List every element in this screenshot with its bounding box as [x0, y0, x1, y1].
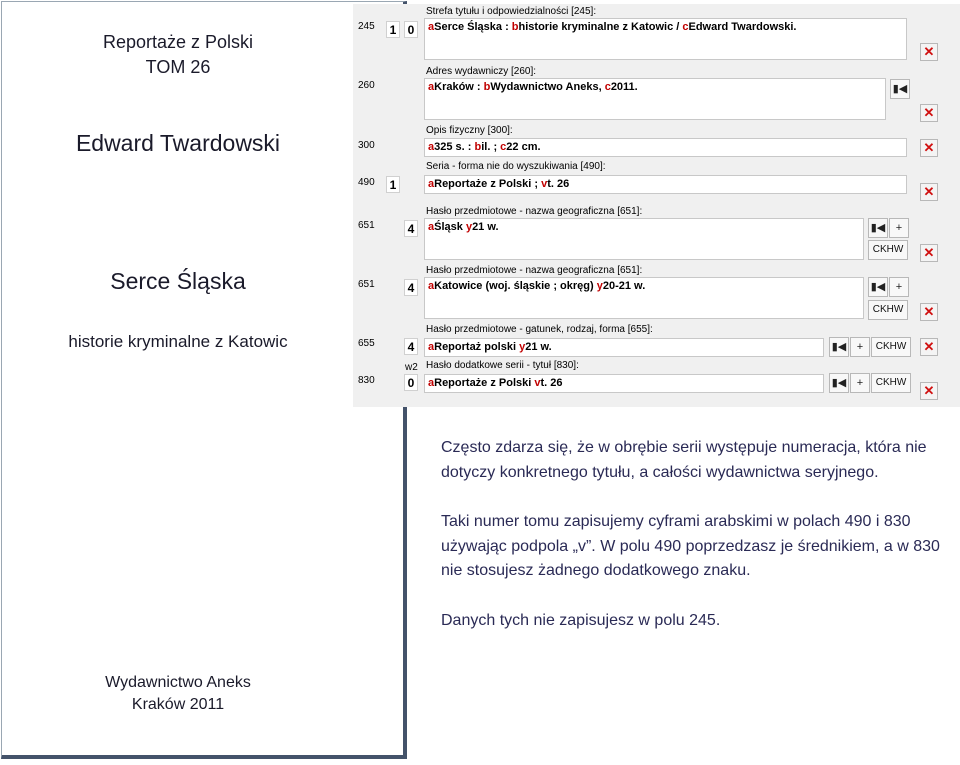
add-subfield-button[interactable]: + [889, 277, 909, 297]
delete-field-button[interactable]: ✕ [920, 43, 938, 61]
indicator-2[interactable]: 4 [404, 338, 418, 355]
explanation-text [441, 436, 956, 633]
book-cover [1, 1, 407, 759]
field-655-content[interactable]: aReportaż polski y21 w. [424, 338, 824, 357]
delete-field-button[interactable]: ✕ [920, 244, 938, 262]
field-tag: 490 [358, 177, 375, 188]
cover-author: Edward Twardowski [75, 130, 281, 156]
field-245-content[interactable]: aSerce Śląska : bhistorie kryminalne z Katowic / cEdward Twardowski. [424, 18, 907, 60]
lookup-icon[interactable]: ▮◀ [829, 337, 849, 357]
cover-place-year: Kraków 2011 [131, 696, 225, 713]
field-tag: 651 [358, 279, 375, 290]
field-490-content[interactable]: aReportaże z Polski ; vt. 26 [424, 175, 907, 194]
field-260-content[interactable]: aKraków : bWydawnictwo Aneks, c2011. [424, 78, 886, 120]
add-subfield-button[interactable]: + [850, 337, 870, 357]
field-300-content[interactable]: a325 s. : bil. ; c22 cm. [424, 138, 907, 157]
ckhw-button[interactable]: CKHW [871, 373, 911, 393]
field-tag: 655 [358, 338, 375, 349]
field-tag: 830 [358, 375, 375, 386]
lookup-icon[interactable]: ▮◀ [829, 373, 849, 393]
explanation-paragraph-1: Często zdarza się, że w obrębie serii występuje numeracja, która nie dotyczy konkretnego tytułu, a całości wydawnictwa seryjnego. [441, 439, 927, 481]
field-651-content[interactable]: aŚląsk y21 w. [424, 218, 864, 260]
delete-field-button[interactable]: ✕ [920, 303, 938, 321]
field-tag: 651 [358, 220, 375, 231]
cover-title: Serce Śląska [110, 268, 246, 294]
indicator-2[interactable]: 4 [404, 220, 418, 237]
field-extra-marker: w2 [405, 362, 418, 373]
add-subfield-button[interactable]: + [889, 218, 909, 238]
field-label: Hasło przedmiotowe - nazwa geograficzna [651]: [426, 265, 643, 276]
field-label: Hasło dodatkowe serii - tytuł [830]: [426, 360, 579, 371]
delete-field-button[interactable]: ✕ [920, 139, 938, 157]
field-label: Hasło przedmiotowe - nazwa geograficzna [651]: [426, 206, 643, 217]
ckhw-button[interactable]: CKHW [871, 337, 911, 357]
explanation-paragraph-2: Taki numer tomu zapisujemy cyframi arabskimi w polach 490 i 830 używając podpola „v”. W polu 490 poprzedzasz je średnikiem, a w 830 nie stosujesz żadnego dodatkowego znaku. [441, 513, 940, 579]
field-label: Adres wydawniczy [260]: [426, 66, 537, 77]
delete-field-button[interactable]: ✕ [920, 338, 938, 356]
delete-field-button[interactable]: ✕ [920, 183, 938, 201]
explanation-paragraph-3: Danych tych nie zapisujesz w polu 245. [441, 611, 721, 629]
field-tag: 260 [358, 80, 375, 91]
field-label: Hasło przedmiotowe - gatunek, rodzaj, forma [655]: [426, 324, 653, 335]
indicator-1[interactable]: 1 [386, 176, 400, 193]
lookup-icon[interactable]: ▮◀ [868, 218, 888, 238]
indicator-2[interactable]: 0 [404, 21, 418, 38]
cover-publisher: Wydawnictwo Aneks [105, 674, 251, 691]
field-label: Seria - forma nie do wyszukiwania [490]: [426, 161, 606, 172]
cover-subtitle: historie kryminalne z Katowic [68, 332, 288, 351]
ckhw-button[interactable]: CKHW [868, 240, 908, 260]
delete-field-button[interactable]: ✕ [920, 382, 938, 400]
field-label: Strefa tytułu i odpowiedzialności [245]: [426, 6, 597, 17]
ckhw-button[interactable]: CKHW [868, 300, 908, 320]
cover-series-volume: TOM 26 [145, 57, 211, 77]
field-651-content[interactable]: aKatowice (woj. śląskie ; okręg) y20-21 w. [424, 277, 864, 319]
add-subfield-button[interactable]: + [850, 373, 870, 393]
field-830-content[interactable]: aReportaże z Polski vt. 26 [424, 374, 824, 393]
field-tag: 300 [358, 140, 375, 151]
cover-series-name: Reportaże z Polski [102, 32, 254, 52]
indicator-2[interactable]: 0 [404, 374, 418, 391]
field-tag: 245 [358, 21, 375, 32]
indicator-2[interactable]: 4 [404, 279, 418, 296]
delete-field-button[interactable]: ✕ [920, 104, 938, 122]
lookup-icon[interactable]: ▮◀ [868, 277, 888, 297]
field-label: Opis fizyczny [300]: [426, 125, 513, 136]
indicator-1[interactable]: 1 [386, 21, 400, 38]
lookup-icon[interactable]: ▮◀ [890, 79, 910, 99]
marc-editor [353, 4, 960, 407]
